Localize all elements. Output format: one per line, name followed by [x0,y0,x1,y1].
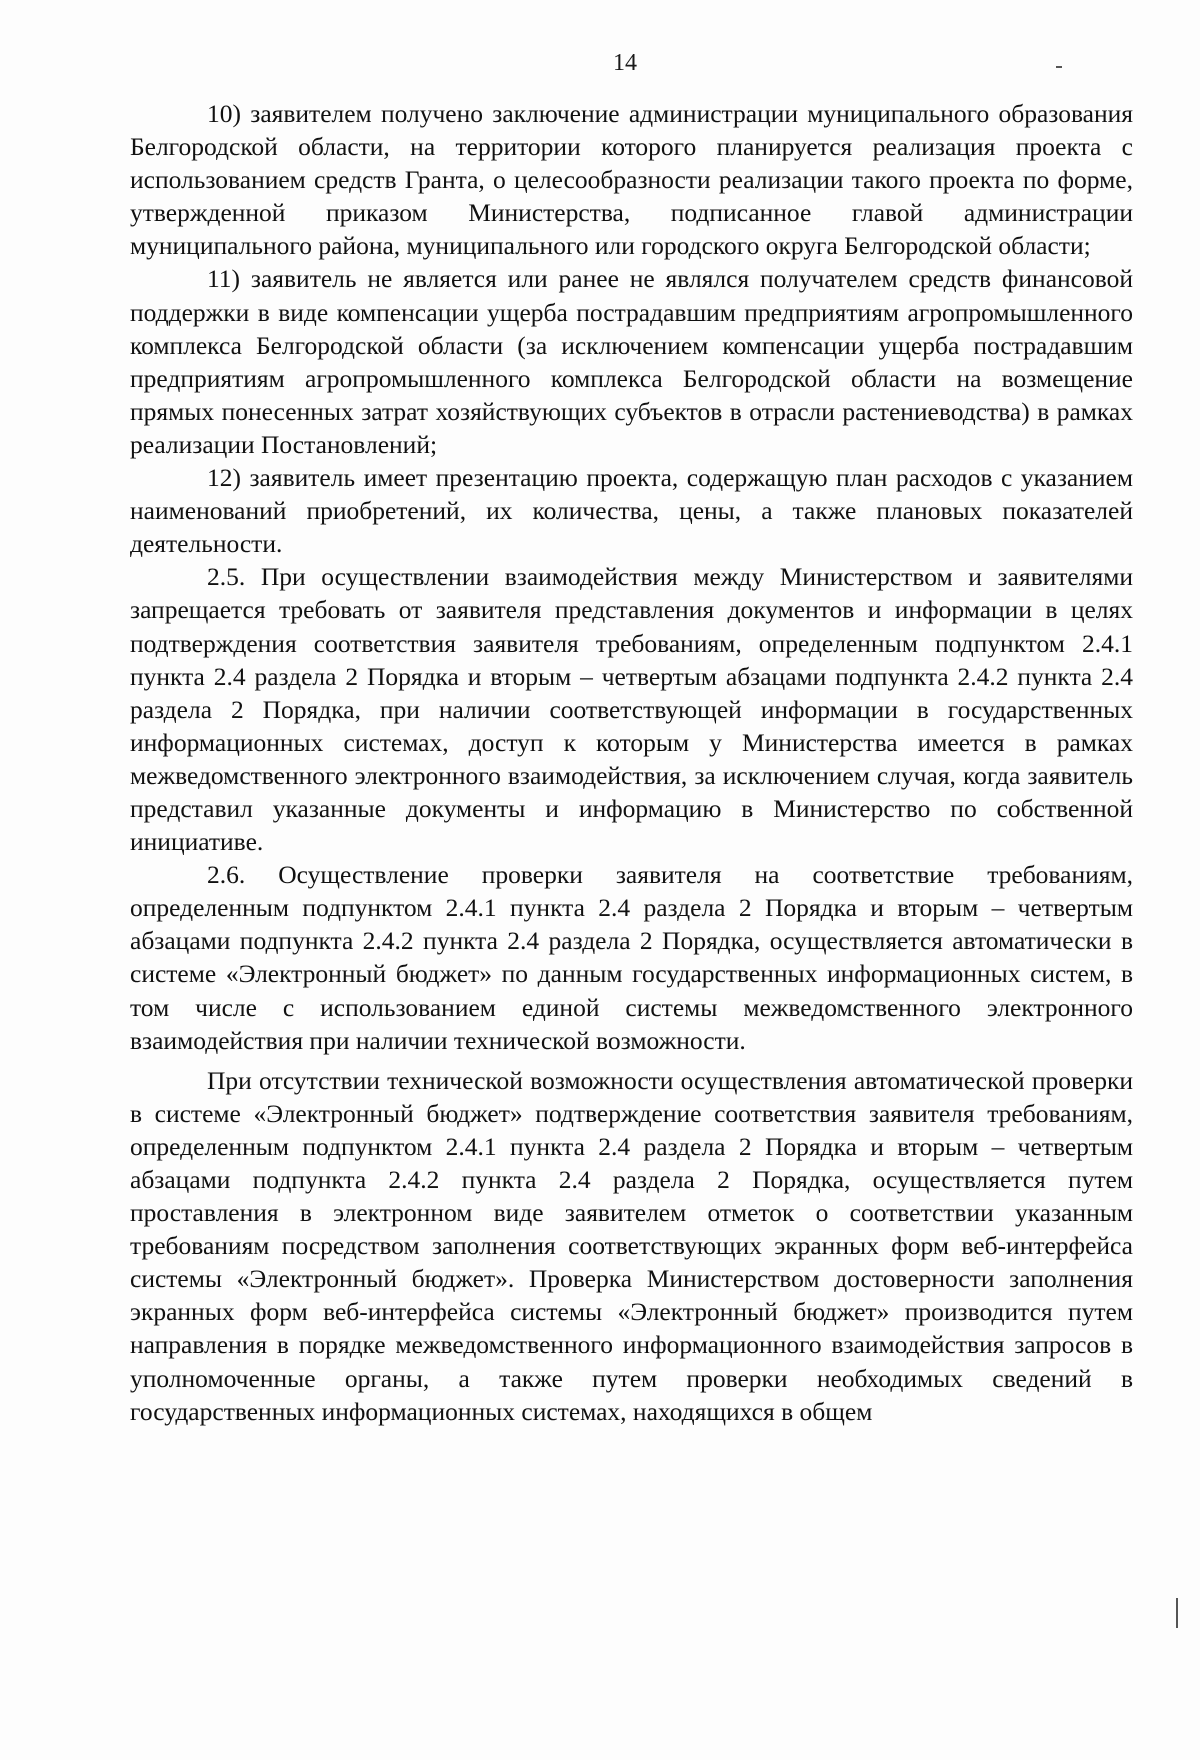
paragraph-section-2-5: 2.5. При осуществлении взаимодействия между Министерством и заявителями запрещается требовать от заявителя представления документов и информации в целях подтверждения соответствия заявителя требованиям, определенным подпунктом 2.4.1 пункта 2.4 раздела 2 Порядка и вторым – четвертым абзацами подпункта 2.4.2 пункта 2.4 раздела 2 Порядка, при наличии соответствующей информации в государственных информационных системах, доступ к которым у Министерства имеется в рамках межведомственного электронного взаимодействия, за исключением случая, когда заявитель представил указанные документы и информацию в Министерство по собственной инициативе. [130,562,1133,857]
document-body [130,97,1133,1428]
paragraph-item-10: 10) заявителем получено заключение администрации муниципального образования Белгородской области, на территории которого планируется реализация проекта с использованием средств Гранта, о целесообразности реализации такого проекта по форме, утвержденной приказом Министерства, подписанное главой администрации муниципального района, муниципального или городского округа Белгородской области; [130,99,1133,261]
paragraph-section-2-6: 2.6. Осуществление проверки заявителя на соответствие требованиям, определенным подпунктом 2.4.1 пункта 2.4 раздела 2 Порядка и вторым – четвертым абзацами подпункта 2.4.2 пункта 2.4 раздела 2 Порядка, осуществляется автоматически в системе «Электронный бюджет» по данным государственных информационных систем, в том числе с использованием единой системы межведомственного электронного взаимодействия при наличии технической возможности. [130,860,1133,1055]
paragraph-item-11: 11) заявитель не является или ранее не являлся получателем средств финансовой поддержки в виде компенсации ущерба пострадавшим предприятиям агропромышленного комплекса Белгородской области (за исключением компенсации ущерба пострадавшим предприятиям агропромышленного комплекса Белгородской области на возмещение прямых понесенных затрат хозяйствующих субъектов в отрасли растениеводства) в рамках реализации Постановлений; [130,264,1133,459]
paragraph-no-technical-possibility: При отсутствии технической возможности осуществления автоматической проверки в системе «Электронный бюджет» подтверждение соответствия заявителя требованиям, определенным подпунктом 2.4.1 пункта 2.4 раздела 2 Порядка и вторым – четвертым абзацами подпункта 2.4.2 пункта 2.4 раздела 2 Порядка, осуществляется путем проставления в электронном виде заявителем отметок о соответствии указанным требованиям посредством заполнения соответствующих экранных форм веб-интерфейса системы «Электронный бюджет». Проверка Министерством достоверности заполнения экранных форм веб-интерфейса системы «Электронный бюджет» производится путем направления в порядке межведомственного информационного взаимодействия запросов в уполномоченные органы, а также путем проверки необходимых сведений в государственных информационных системах, находящихся в общем [130,1065,1133,1426]
scan-artifact-line [1176,1598,1178,1628]
page-number: 14 [613,50,637,76]
scan-artifact-dash [1056,66,1062,68]
paragraph-item-12: 12) заявитель имеет презентацию проекта, содержащую план расходов с указанием наименований приобретений, их количества, цены, а также плановых показателей деятельности. [130,463,1133,559]
